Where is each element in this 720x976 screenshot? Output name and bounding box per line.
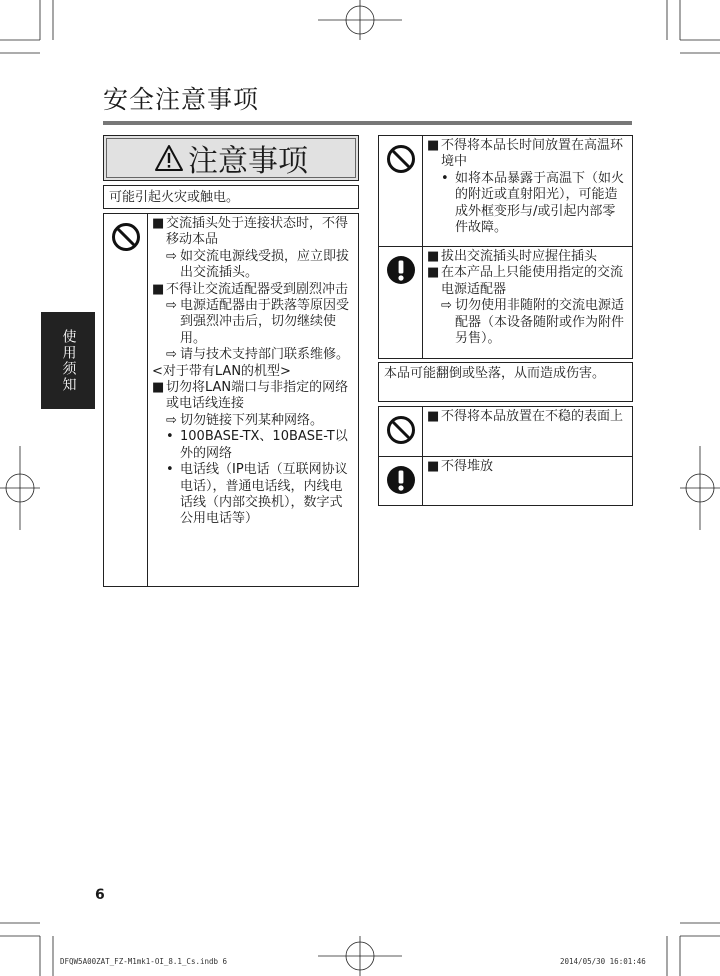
square-bullet-icon: ■ <box>427 138 440 153</box>
hazard-box-right <box>378 362 633 402</box>
hazard-box-left <box>103 185 359 209</box>
hazard-text: 本品可能翻倒或坠落，从而造成伤害。 <box>384 366 606 381</box>
arrow-bullet-icon: ⇨ <box>166 248 177 264</box>
square-bullet-icon: ■ <box>427 409 440 424</box>
list-item <box>152 380 354 413</box>
square-bullet-icon: ■ <box>152 281 165 297</box>
square-bullet-icon: ■ <box>152 216 165 231</box>
icon-cell <box>379 247 423 359</box>
table-row <box>379 247 632 359</box>
dot-bullet-icon: • <box>166 462 174 478</box>
dot-bullet-icon: • <box>441 170 449 186</box>
text-cell <box>423 407 632 456</box>
list-item-text: 拔出交流插头时应握住插头 <box>441 249 598 264</box>
list-item <box>427 249 628 265</box>
mandatory-icon <box>386 465 416 499</box>
list-item <box>152 249 354 282</box>
text-cell <box>423 457 632 506</box>
list-item <box>152 347 354 363</box>
arrow-bullet-icon: ⇨ <box>166 347 177 363</box>
icon-cell <box>379 457 423 506</box>
caution-table-right-1 <box>378 135 633 359</box>
list-item <box>152 364 354 380</box>
list-item-text: 电话线（IP电话（互联网协议电话），普通电话线，内线电话线（内部交换机），数字式公用电话等） <box>180 462 348 527</box>
list-item <box>152 462 354 528</box>
footer-file-info: DFQW5A00ZAT_FZ-M1mk1-OI_8.1_Cs.indb 6 <box>60 957 228 966</box>
list-item-text: 切勿将LAN端口与非指定的网络或电话线连接 <box>166 380 349 412</box>
icon-cell <box>379 407 423 456</box>
side-tab <box>41 312 95 409</box>
text-cell <box>148 214 358 586</box>
list-item-text: 在本产品上只能使用指定的交流电源适配器 <box>441 265 624 297</box>
footer-timestamp: 2014/05/30 16:01:46 <box>560 957 646 966</box>
text-cell <box>423 247 632 359</box>
square-bullet-icon: ■ <box>152 380 165 396</box>
list-item-text: 不得让交流适配器受到剧烈冲击 <box>166 281 349 297</box>
list-item-text: 切勿使用非随附的交流电源适配器（本设备随附或作为附件另售）。 <box>455 298 625 347</box>
table-row <box>379 407 632 457</box>
list-item <box>427 138 628 171</box>
list-item <box>152 413 354 429</box>
list-item-text: 如将本品暴露于高温下（如火的附近或直射阳光），可能造成外框变形与/或引起内部零件故障。 <box>455 170 625 236</box>
page-title: 安全注意事项 <box>103 85 260 114</box>
arrow-bullet-icon: ⇨ <box>166 412 177 428</box>
list-item-text: 不得将本品长时间放置在高温环境中 <box>441 138 624 170</box>
list-item-text: 100BASE-TX、10BASE-T以外的网络 <box>180 429 348 461</box>
hazard-text: 可能引起火灾或触电。 <box>109 190 240 205</box>
caution-table-right-2 <box>378 406 633 506</box>
list-item <box>152 216 354 249</box>
table-row <box>379 136 632 247</box>
prohibition-icon <box>386 144 416 178</box>
caution-banner <box>103 135 359 181</box>
dot-bullet-icon: • <box>166 429 174 445</box>
prohibition-icon <box>386 415 416 449</box>
list-item-text: 电源适配器由于跌落等原因受到强烈冲击后，切勿继续使用。 <box>180 298 350 346</box>
side-tab-label: 使用须知 <box>60 329 77 393</box>
square-bullet-icon: ■ <box>427 249 440 264</box>
caution-table-left <box>103 213 359 587</box>
list-item <box>427 171 628 237</box>
arrow-bullet-icon: ⇨ <box>166 298 177 314</box>
list-item <box>427 265 628 298</box>
list-item <box>427 459 628 475</box>
icon-cell <box>379 136 423 246</box>
list-item-text: 不得将本品放置在不稳的表面上 <box>441 409 624 424</box>
banner-label: 注意事项 <box>188 144 308 179</box>
prohibition-icon <box>111 222 141 256</box>
list-item <box>427 409 628 425</box>
list-item-text: 请与技术支持部门联系维修。 <box>180 347 350 363</box>
list-item <box>152 298 354 347</box>
list-item-text: <对于带有LAN的机型> <box>152 363 291 379</box>
table-row <box>104 214 358 586</box>
text-cell <box>423 136 632 246</box>
square-bullet-icon: ■ <box>427 459 440 474</box>
mandatory-icon <box>386 255 416 289</box>
list-item <box>152 429 354 462</box>
arrow-bullet-icon: ⇨ <box>441 298 452 314</box>
list-item <box>427 298 628 347</box>
square-bullet-icon: ■ <box>427 265 440 281</box>
table-row <box>379 457 632 506</box>
list-item-text: 如交流电源线受损，应立即拔出交流插头。 <box>180 248 350 281</box>
warning-triangle-icon <box>154 144 184 172</box>
icon-cell <box>104 214 148 586</box>
page-number: 6 <box>95 887 105 903</box>
list-item <box>152 282 354 298</box>
list-item-text: 交流插头处于连接状态时，不得移动本品 <box>166 216 349 248</box>
list-item-text: 切勿链接下列某种网络。 <box>180 412 324 428</box>
list-item-text: 不得堆放 <box>441 459 494 474</box>
title-rule <box>103 121 632 125</box>
